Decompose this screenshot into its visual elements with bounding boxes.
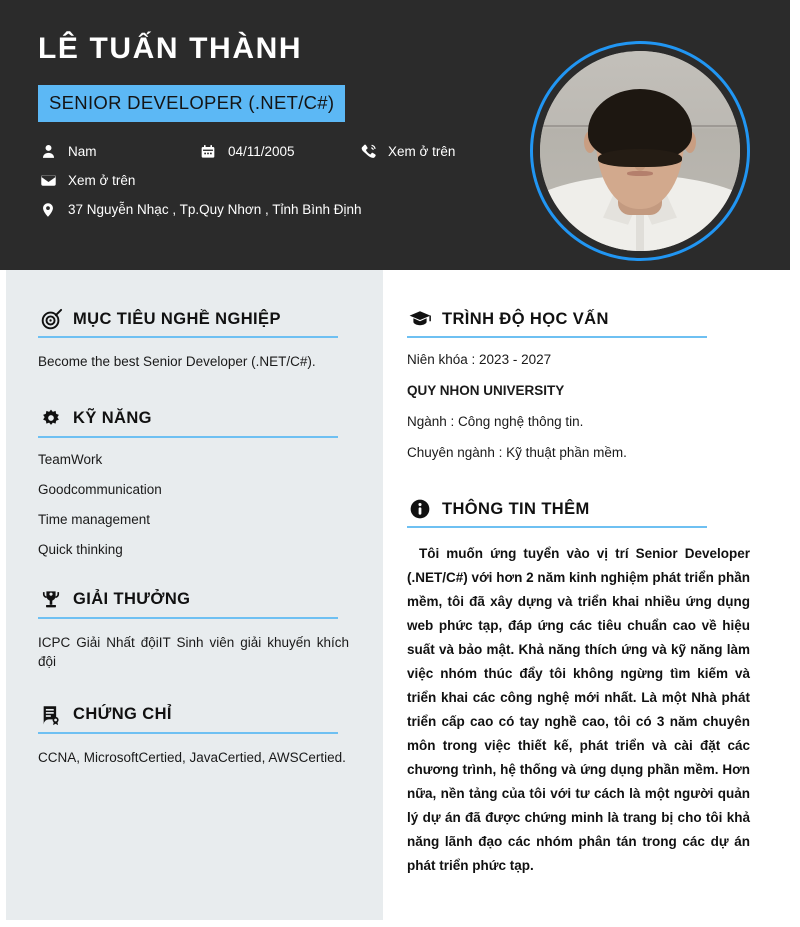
certificate-icon <box>38 702 64 728</box>
left-column <box>6 270 383 920</box>
contact-row-3 <box>38 200 500 220</box>
awards-text: ICPC Giải Nhất độiIT Sinh viên giải khuyến khích đội <box>38 634 349 670</box>
page-title: LÊ TUẤN THÀNH <box>38 32 303 65</box>
education-specialization: Chuyên ngành : Kỹ thuật phần mềm. <box>407 445 627 460</box>
contact-row-2 <box>38 171 500 191</box>
section-awards <box>38 587 349 672</box>
trophy-icon <box>38 587 64 613</box>
section-skills <box>38 406 349 557</box>
calendar-icon <box>198 142 218 162</box>
education-body <box>407 338 750 460</box>
map-pin-icon <box>38 200 58 220</box>
awards-body <box>38 619 349 672</box>
certificates-body <box>38 734 349 768</box>
certificates-header <box>38 702 349 728</box>
phone-ringing-icon <box>358 142 378 162</box>
contact-dob <box>198 142 358 162</box>
awards-header <box>38 587 349 613</box>
contact-gender <box>38 142 198 162</box>
awards-title: GIẢI THƯỞNG <box>73 590 191 609</box>
career-objective-text: Become the best Senior Developer (.NET/C#). <box>38 354 316 369</box>
cv-body <box>0 270 800 927</box>
target-icon <box>38 306 64 332</box>
section-more-info <box>407 496 750 878</box>
section-certificates <box>38 702 349 768</box>
career-objective-title: MỤC TIÊU NGHỀ NGHIỆP <box>73 309 281 328</box>
list-item: Goodcommunication <box>38 481 162 497</box>
education-title: TRÌNH ĐỘ HỌC VẤN <box>442 309 609 328</box>
contact-gender-value: Nam <box>68 144 97 159</box>
more-info-text: Tôi muốn ứng tuyển vào vị trí Senior Developer (.NET/C#) với hơn 2 năm kinh nghiệm phát triển phần mềm, tôi đã xây dựng và triển khai nhiều ứng dụng web phức tạp, đáp ứng các tiêu chuẩn cao về hiệu suất và bảo mật. Khả năng thích ứng và kỹ năng làm việc nhóm thúc đẩy tôi không ngừng tìm kiếm và triển khai các công nghệ mới nhất. Là một Nhà phát triển cấp cao có tay nghề cao, tôi có 3 năm chuyên môn trong việc thiết kế, phát triển và cài đặt các chương trình, hệ thống và ứng dụng phần mềm. Hơn nữa, nền tảng của tôi với tư cách là một người quản lý dự án đã được chứng minh là trang bị cho tôi khả năng lãnh đạo các nhóm phân tán trong các dự án phát triển phức tạp. <box>407 546 750 874</box>
certificates-title: CHỨNG CHỈ <box>73 705 172 724</box>
avatar <box>530 41 750 261</box>
gear-icon <box>38 406 64 432</box>
education-header <box>407 306 750 332</box>
contact-info <box>38 142 500 220</box>
list-item: TeamWork <box>38 451 103 467</box>
info-icon <box>407 496 433 522</box>
career-objective-header <box>38 306 349 332</box>
career-objective-body <box>38 338 349 372</box>
list-item: Time management <box>38 511 151 527</box>
education-years: Niên khóa : 2023 - 2027 <box>407 352 552 367</box>
right-column <box>383 270 800 927</box>
envelope-icon <box>38 171 58 191</box>
cv-header <box>0 0 790 270</box>
list-item: Quick thinking <box>38 541 123 557</box>
more-info-title: THÔNG TIN THÊM <box>442 499 590 518</box>
contact-row-1 <box>38 142 500 162</box>
section-education <box>407 306 750 460</box>
education-major: Ngành : Công nghệ thông tin. <box>407 414 584 429</box>
certificates-text: CCNA, MicrosoftCertied, JavaCertied, AWSCertied. <box>38 749 346 765</box>
skills-body <box>38 438 349 557</box>
person-icon <box>38 142 58 162</box>
skills-title: KỸ NĂNG <box>73 409 152 428</box>
job-title-badge: SENIOR DEVELOPER (.NET/C#) <box>38 85 345 122</box>
contact-email-value: Xem ở trên <box>68 173 136 188</box>
contact-email[interactable] <box>38 171 135 191</box>
contact-address-value: 37 Nguyễn Nhạc , Tp.Quy Nhơn , Tỉnh Bình Định <box>68 202 362 217</box>
more-info-body <box>407 528 750 878</box>
contact-dob-value: 04/11/2005 <box>228 144 295 159</box>
contact-address <box>38 200 362 220</box>
avatar-photo <box>540 51 740 251</box>
photo-mouth <box>627 171 653 176</box>
contact-phone[interactable] <box>358 142 455 162</box>
header-left-block <box>0 0 500 229</box>
education-school: QUY NHON UNIVERSITY <box>407 383 565 398</box>
skills-header <box>38 406 349 432</box>
contact-phone-value: Xem ở trên <box>388 144 456 159</box>
section-career-objective <box>38 306 349 372</box>
graduation-cap-icon <box>407 306 433 332</box>
more-info-header <box>407 496 750 522</box>
